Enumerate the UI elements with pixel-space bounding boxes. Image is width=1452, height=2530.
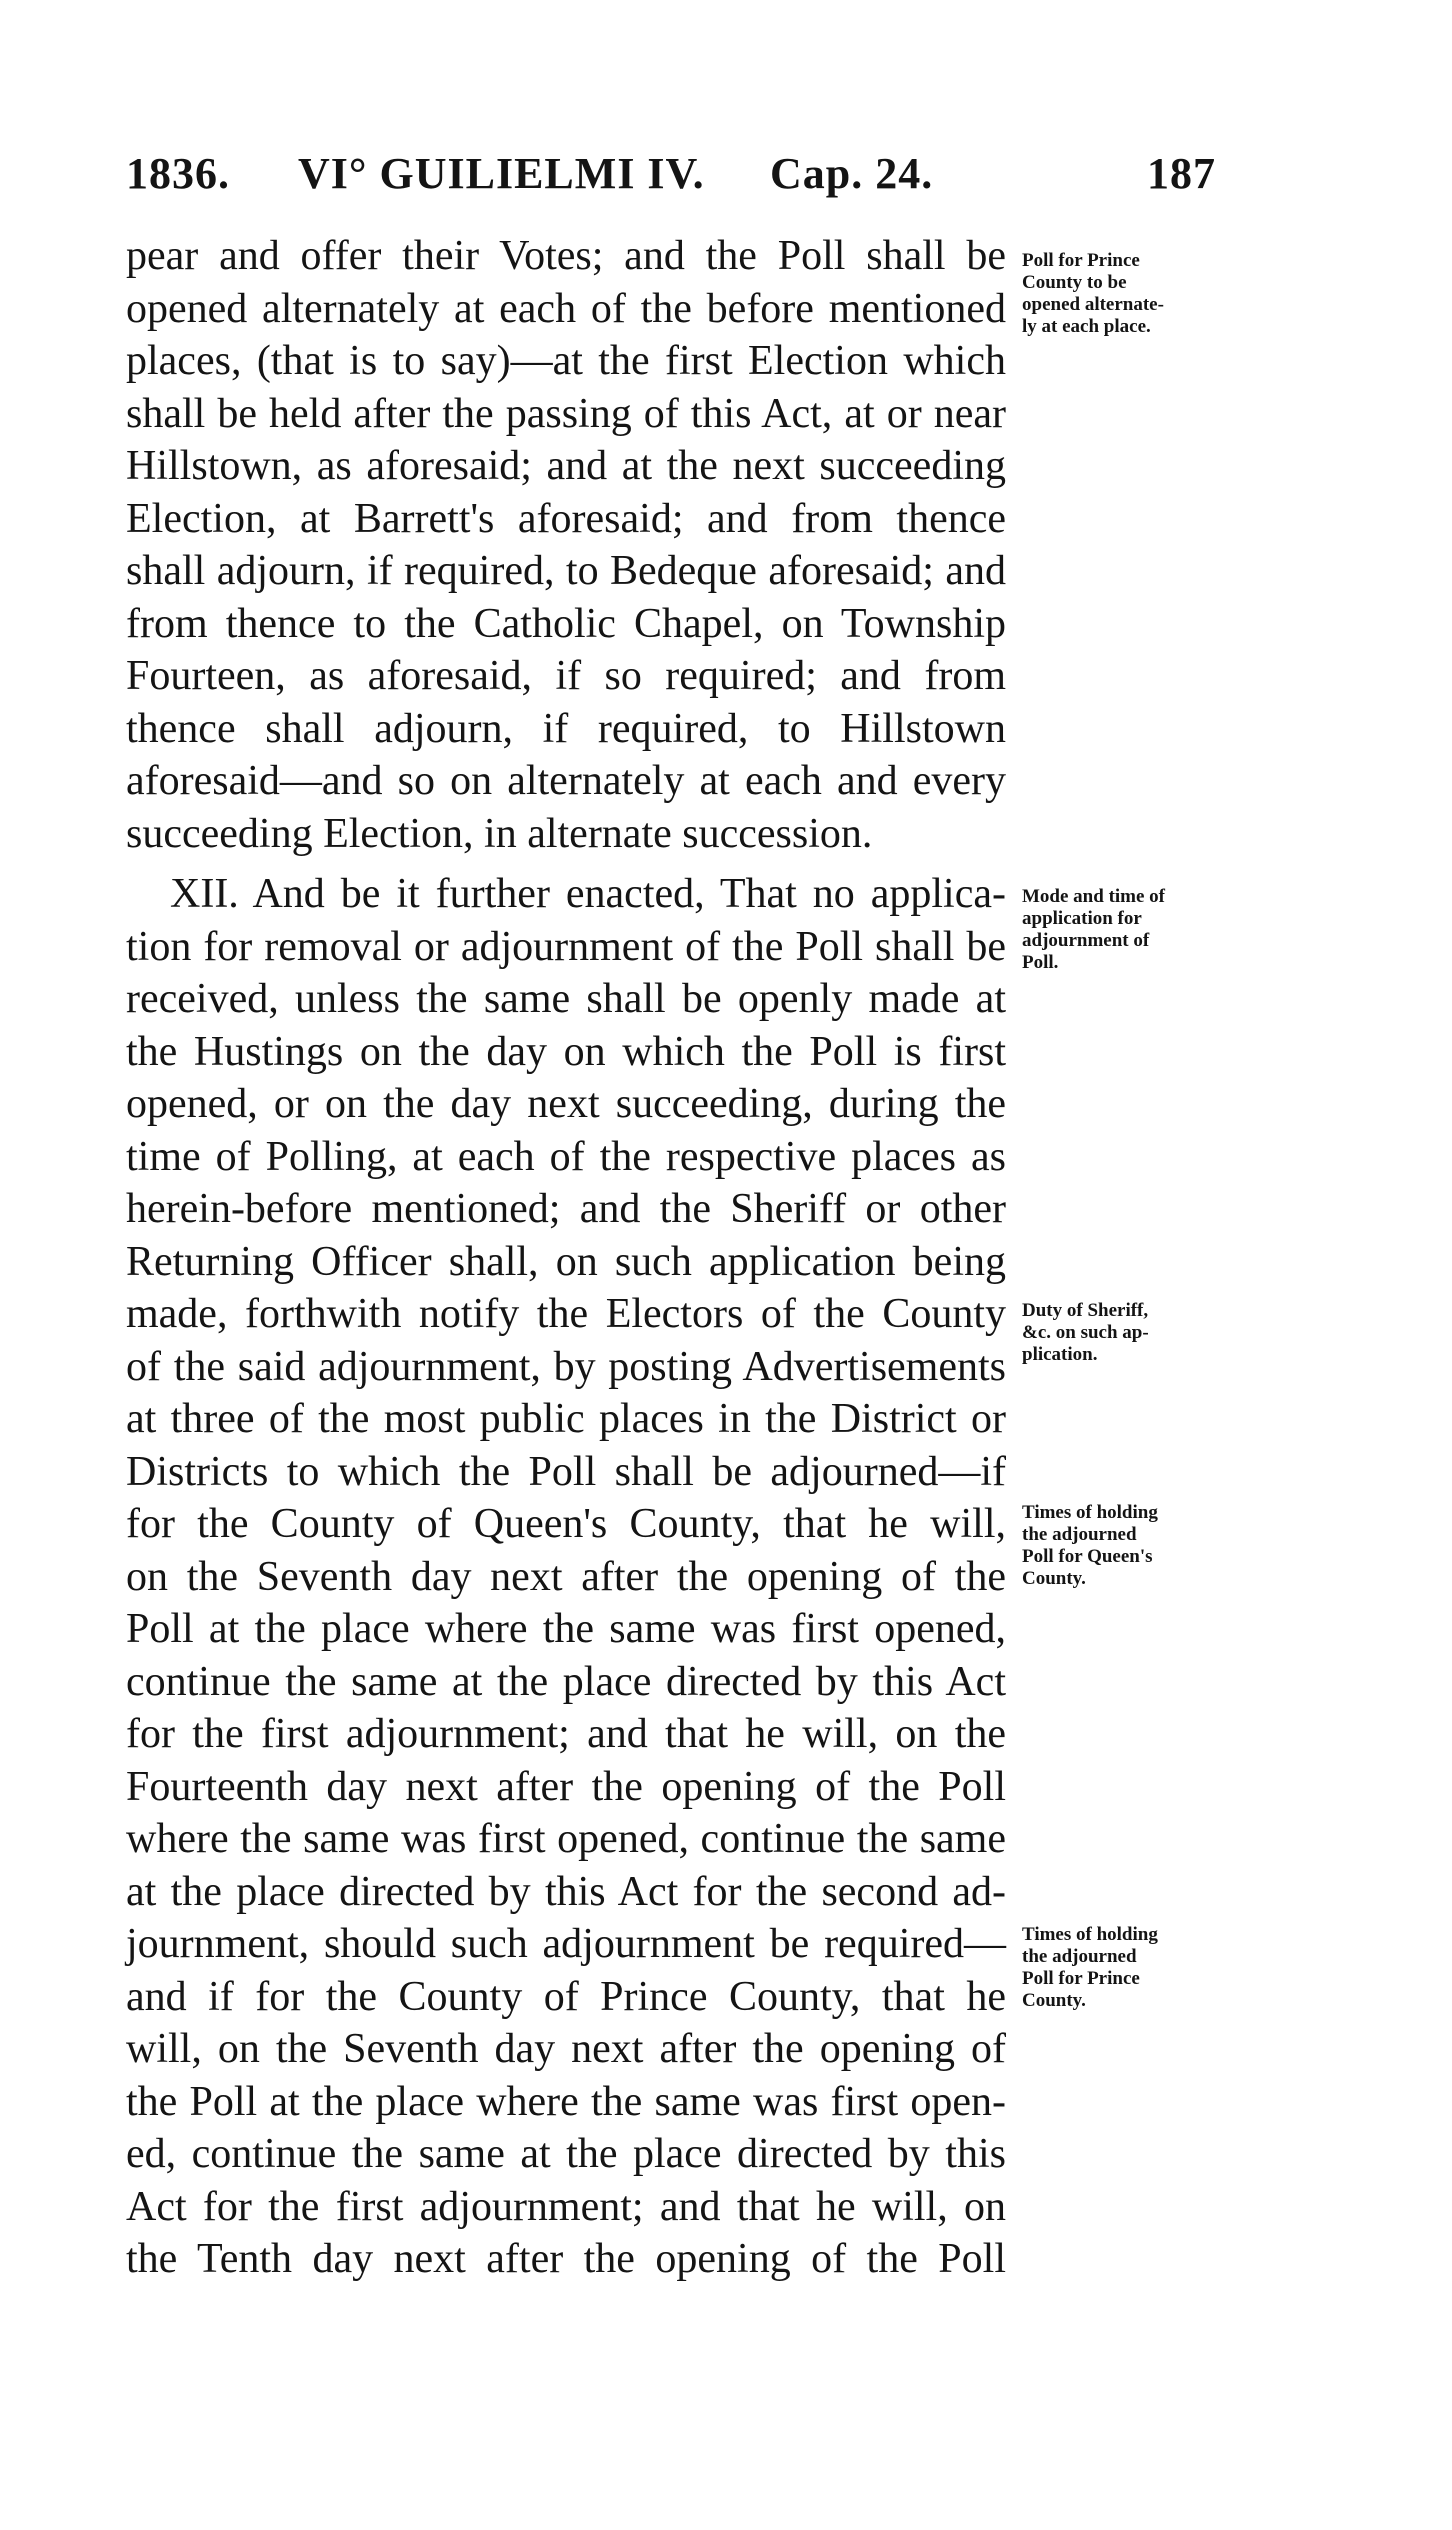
text-line: tion for removal or adjournment of the Poll shall be: [126, 923, 1006, 970]
text-line: Districts to which the Poll shall be adjourned—if: [126, 1448, 1006, 1495]
text-line: Fourteen, as aforesaid, if so required; and from: [126, 653, 1006, 699]
margin-note-line: Duty of Sheriff,: [1022, 1300, 1149, 1321]
margin-note-poll-prince-county: [1022, 250, 1232, 338]
text-line: the Tenth day next after the opening of the Poll: [126, 2236, 1006, 2282]
text-line: Election, at Barrett's aforesaid; and from thence: [126, 495, 1006, 542]
text-line: will, on the Seventh day next after the opening of: [126, 2026, 1006, 2072]
margin-note-line: plication.: [1022, 1344, 1098, 1365]
text-line: Returning Officer shall, on such application being: [126, 1238, 1006, 1285]
margin-note-line: Poll.: [1022, 952, 1059, 973]
text-line: succeeding Election, in alternate succession.: [126, 810, 873, 857]
text-line: Poll at the place where the same was first opened,: [126, 1606, 1006, 1652]
text-line: places, (that is to say)—at the first Election which: [126, 338, 1006, 384]
margin-note-line: opened alternate-: [1022, 294, 1164, 315]
text-line: Fourteenth day next after the opening of the Poll: [126, 1763, 1006, 1810]
text-line: opened, or on the day next succeeding, during the: [126, 1081, 1006, 1127]
text-line: at three of the most public places in the District or: [126, 1396, 1006, 1442]
text-line: pear and offer their Votes; and the Poll shall be: [126, 233, 1006, 279]
margin-note-line: County.: [1022, 1990, 1086, 2011]
margin-note-duty-of-sheriff: [1022, 1300, 1232, 1366]
text-line: for the County of Queen's County, that he will,: [126, 1501, 1006, 1547]
header-chapter: Cap. 24.: [770, 149, 934, 198]
header-title: VI° GUILIELMI IV.: [298, 149, 705, 198]
paragraph-continuation: [126, 230, 1006, 860]
margin-note-line: Times of holding: [1022, 1924, 1158, 1945]
section-xii-opening-line: XII. And be it further enacted, That no applica-: [170, 871, 1006, 917]
section-xii: [126, 868, 1006, 2286]
text-line: and if for the County of Prince County, that he: [126, 1973, 1006, 2020]
header-year: 1836.: [126, 149, 230, 198]
text-line: shall adjourn, if required, to Bedeque aforesaid; and: [126, 548, 1006, 594]
text-line: received, unless the same shall be openly made at: [126, 976, 1006, 1022]
text-line: time of Polling, at each of the respective places as: [126, 1133, 1006, 1180]
margin-note-line: Times of holding: [1022, 1502, 1158, 1523]
text-line: Act for the first adjournment; and that he will, on: [126, 2183, 1006, 2230]
margin-note-line: Poll for Queen's: [1022, 1546, 1153, 1567]
text-line: ed, continue the same at the place directed by this: [126, 2131, 1006, 2177]
margin-note-times-prince-county: [1022, 1924, 1232, 2012]
running-header: [126, 148, 1216, 208]
text-line: of the said adjournment, by posting Advertisements: [126, 1343, 1006, 1390]
margin-note-line: &c. on such ap-: [1022, 1322, 1149, 1343]
text-line: from thence to the Catholic Chapel, on Township: [126, 600, 1006, 647]
page-number: 187: [1147, 149, 1216, 198]
text-line: thence shall adjourn, if required, to Hillstown: [126, 705, 1006, 752]
margin-note-line: County.: [1022, 1568, 1086, 1589]
text-line: made, forthwith notify the Electors of the County: [126, 1291, 1006, 1337]
margin-note-line: the adjourned: [1022, 1946, 1137, 1967]
text-line: herein-before mentioned; and the Sheriff or other: [126, 1186, 1006, 1232]
margin-note-mode-and-time: [1022, 886, 1232, 974]
text-line: where the same was first opened, continue the same: [126, 1816, 1006, 1862]
margin-note-times-queens-county: [1022, 1502, 1232, 1590]
text-line: aforesaid—and so on alternately at each and every: [126, 758, 1006, 804]
margin-note-line: adjournment of: [1022, 930, 1150, 951]
text-line: continue the same at the place directed by this Act: [126, 1658, 1006, 1705]
text-line: at the place directed by this Act for the second ad-: [126, 1868, 1006, 1915]
margin-note-line: the adjourned: [1022, 1524, 1137, 1545]
text-line: Hillstown, as aforesaid; and at the next succeeding: [126, 443, 1006, 489]
text-line: opened alternately at each of the before mentioned: [126, 285, 1006, 332]
margin-note-line: application for: [1022, 908, 1142, 929]
margin-note-line: Poll for Prince: [1022, 250, 1140, 271]
text-line: shall be held after the passing of this Act, at or near: [126, 390, 1006, 437]
margin-note-line: Mode and time of: [1022, 886, 1166, 907]
text-line: the Poll at the place where the same was first open-: [126, 2078, 1006, 2125]
margin-note-line: County to be: [1022, 272, 1127, 293]
text-line: for the first adjournment; and that he will, on the: [126, 1711, 1006, 1757]
text-line: on the Seventh day next after the opening of the: [126, 1553, 1006, 1600]
margin-note-line: ly at each place.: [1022, 316, 1151, 337]
text-line: journment, should such adjournment be required—: [126, 1921, 1006, 1967]
text-line: the Hustings on the day on which the Poll is first: [126, 1028, 1006, 1075]
margin-note-line: Poll for Prince: [1022, 1968, 1140, 1989]
